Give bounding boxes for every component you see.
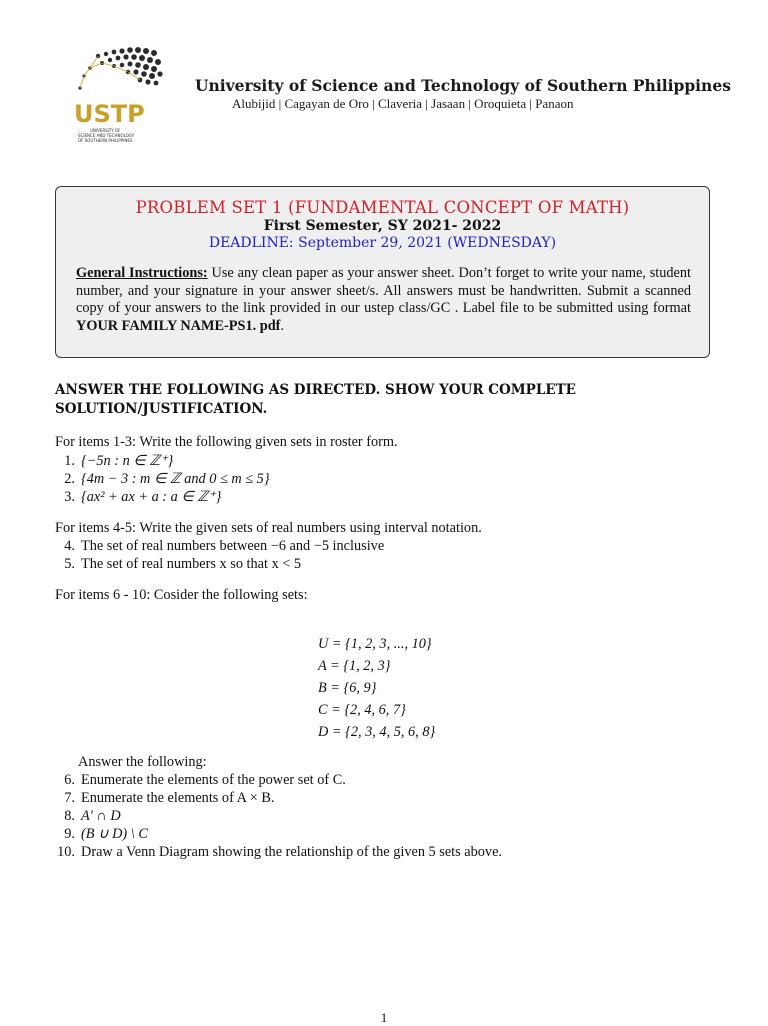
item-7 (55, 790, 274, 807)
item-text: {4m − 3 : m ∈ ℤ and 0 ≤ m ≤ 5} (81, 471, 270, 487)
item-text: {−5n : n ∈ ℤ⁺} (81, 453, 174, 469)
directive-heading: ANSWER THE FOLLOWING AS DIRECTED. SHOW YOUR COMPLETE SOLUTION/JUSTIFICATION. (55, 382, 576, 417)
section1-intro: For items 1-3: Write the following given sets in roster form. (55, 434, 398, 450)
item-number: 10. (57, 844, 75, 860)
problem-set-title: PROBLEM SET 1 (FUNDAMENTAL CONCEPT OF MATH) (135, 198, 630, 217)
item-2 (55, 471, 270, 488)
section3-intro: For items 6 - 10: Cosider the following sets: (55, 587, 308, 603)
instructions-end: . (280, 317, 284, 334)
page-number: 1 (380, 1010, 388, 1025)
section2-intro: For items 4-5: Write the given sets of real numbers using interval notation. (55, 520, 482, 536)
item-8 (55, 808, 121, 825)
item-6 (55, 772, 346, 789)
item-number: 4. (64, 538, 75, 554)
item-number: 7. (64, 790, 75, 806)
answer-intro: Answer the following: (78, 754, 207, 770)
item-text: Enumerate the elements of the power set of C. (81, 772, 346, 788)
set-a: A = {1, 2, 3} (318, 658, 391, 674)
set-c: C = {2, 4, 6, 7} (318, 702, 406, 718)
item-text: (B ∪ D) \ C (81, 826, 148, 842)
item-5 (55, 556, 301, 573)
item-10 (55, 844, 502, 861)
general-instructions (76, 265, 691, 335)
university-name: University of Science and Technology of Southern Philippines (195, 76, 731, 95)
deadline-label: DEADLINE: September 29, 2021 (WEDNESDAY) (208, 235, 557, 251)
item-text: {ax² + ax + a : a ∈ ℤ⁺} (81, 489, 222, 505)
item-3 (55, 489, 221, 506)
set-u: U = {1, 2, 3, ..., 10} (318, 636, 432, 652)
item-1 (55, 453, 173, 470)
svg-text:OF SOUTHERN PHILIPPINES: OF SOUTHERN PHILIPPINES (78, 138, 133, 143)
problem-set-box (55, 186, 710, 358)
item-number: 6. (64, 772, 75, 788)
logo-wordmark: USTP (74, 100, 145, 128)
item-4 (55, 538, 384, 555)
campus-list: Alubijid | Cagayan de Oro | Claveria | Jasaan | Oroquieta | Panaon (232, 96, 574, 111)
set-b: B = {6, 9} (318, 680, 377, 696)
ustp-logo (70, 38, 180, 148)
item-number: 8. (64, 808, 75, 824)
svg-text:SCIENCE AND TECHNOLOGY: SCIENCE AND TECHNOLOGY (78, 133, 135, 138)
item-9 (55, 826, 148, 843)
item-text: The set of real numbers x so that x < 5 (81, 556, 302, 572)
item-number: 2. (64, 471, 75, 487)
item-number: 9. (64, 826, 75, 842)
item-number: 1. (64, 453, 75, 469)
item-number: 5. (64, 556, 75, 572)
instructions-label: General Instructions: (76, 265, 208, 281)
item-text: The set of real numbers between −6 and −5 inclusive (81, 538, 385, 554)
filename-format: YOUR FAMILY NAME-PS1. pdf (76, 317, 281, 334)
svg-text:UNIVERSITY OF: UNIVERSITY OF (90, 128, 121, 133)
item-text: Draw a Venn Diagram showing the relationship of the given 5 sets above. (81, 844, 502, 860)
instructions-text: Use any clean paper as your answer sheet. Don’t forget to write your name, student number, and your signature in your answer sheet/s. All answers must be handwritten. Submit a scanned copy of your answers to the link provided in our ustep class/GC . Label file to be submitted using format (76, 265, 691, 317)
semester-label: First Semester, SY 2021- 2022 (263, 218, 502, 234)
item-number: 3. (64, 489, 75, 505)
set-d: D = {2, 3, 4, 5, 6, 8} (318, 724, 436, 740)
item-text: Enumerate the elements of A × B. (81, 790, 275, 806)
item-text: A′ ∩ D (81, 808, 121, 824)
